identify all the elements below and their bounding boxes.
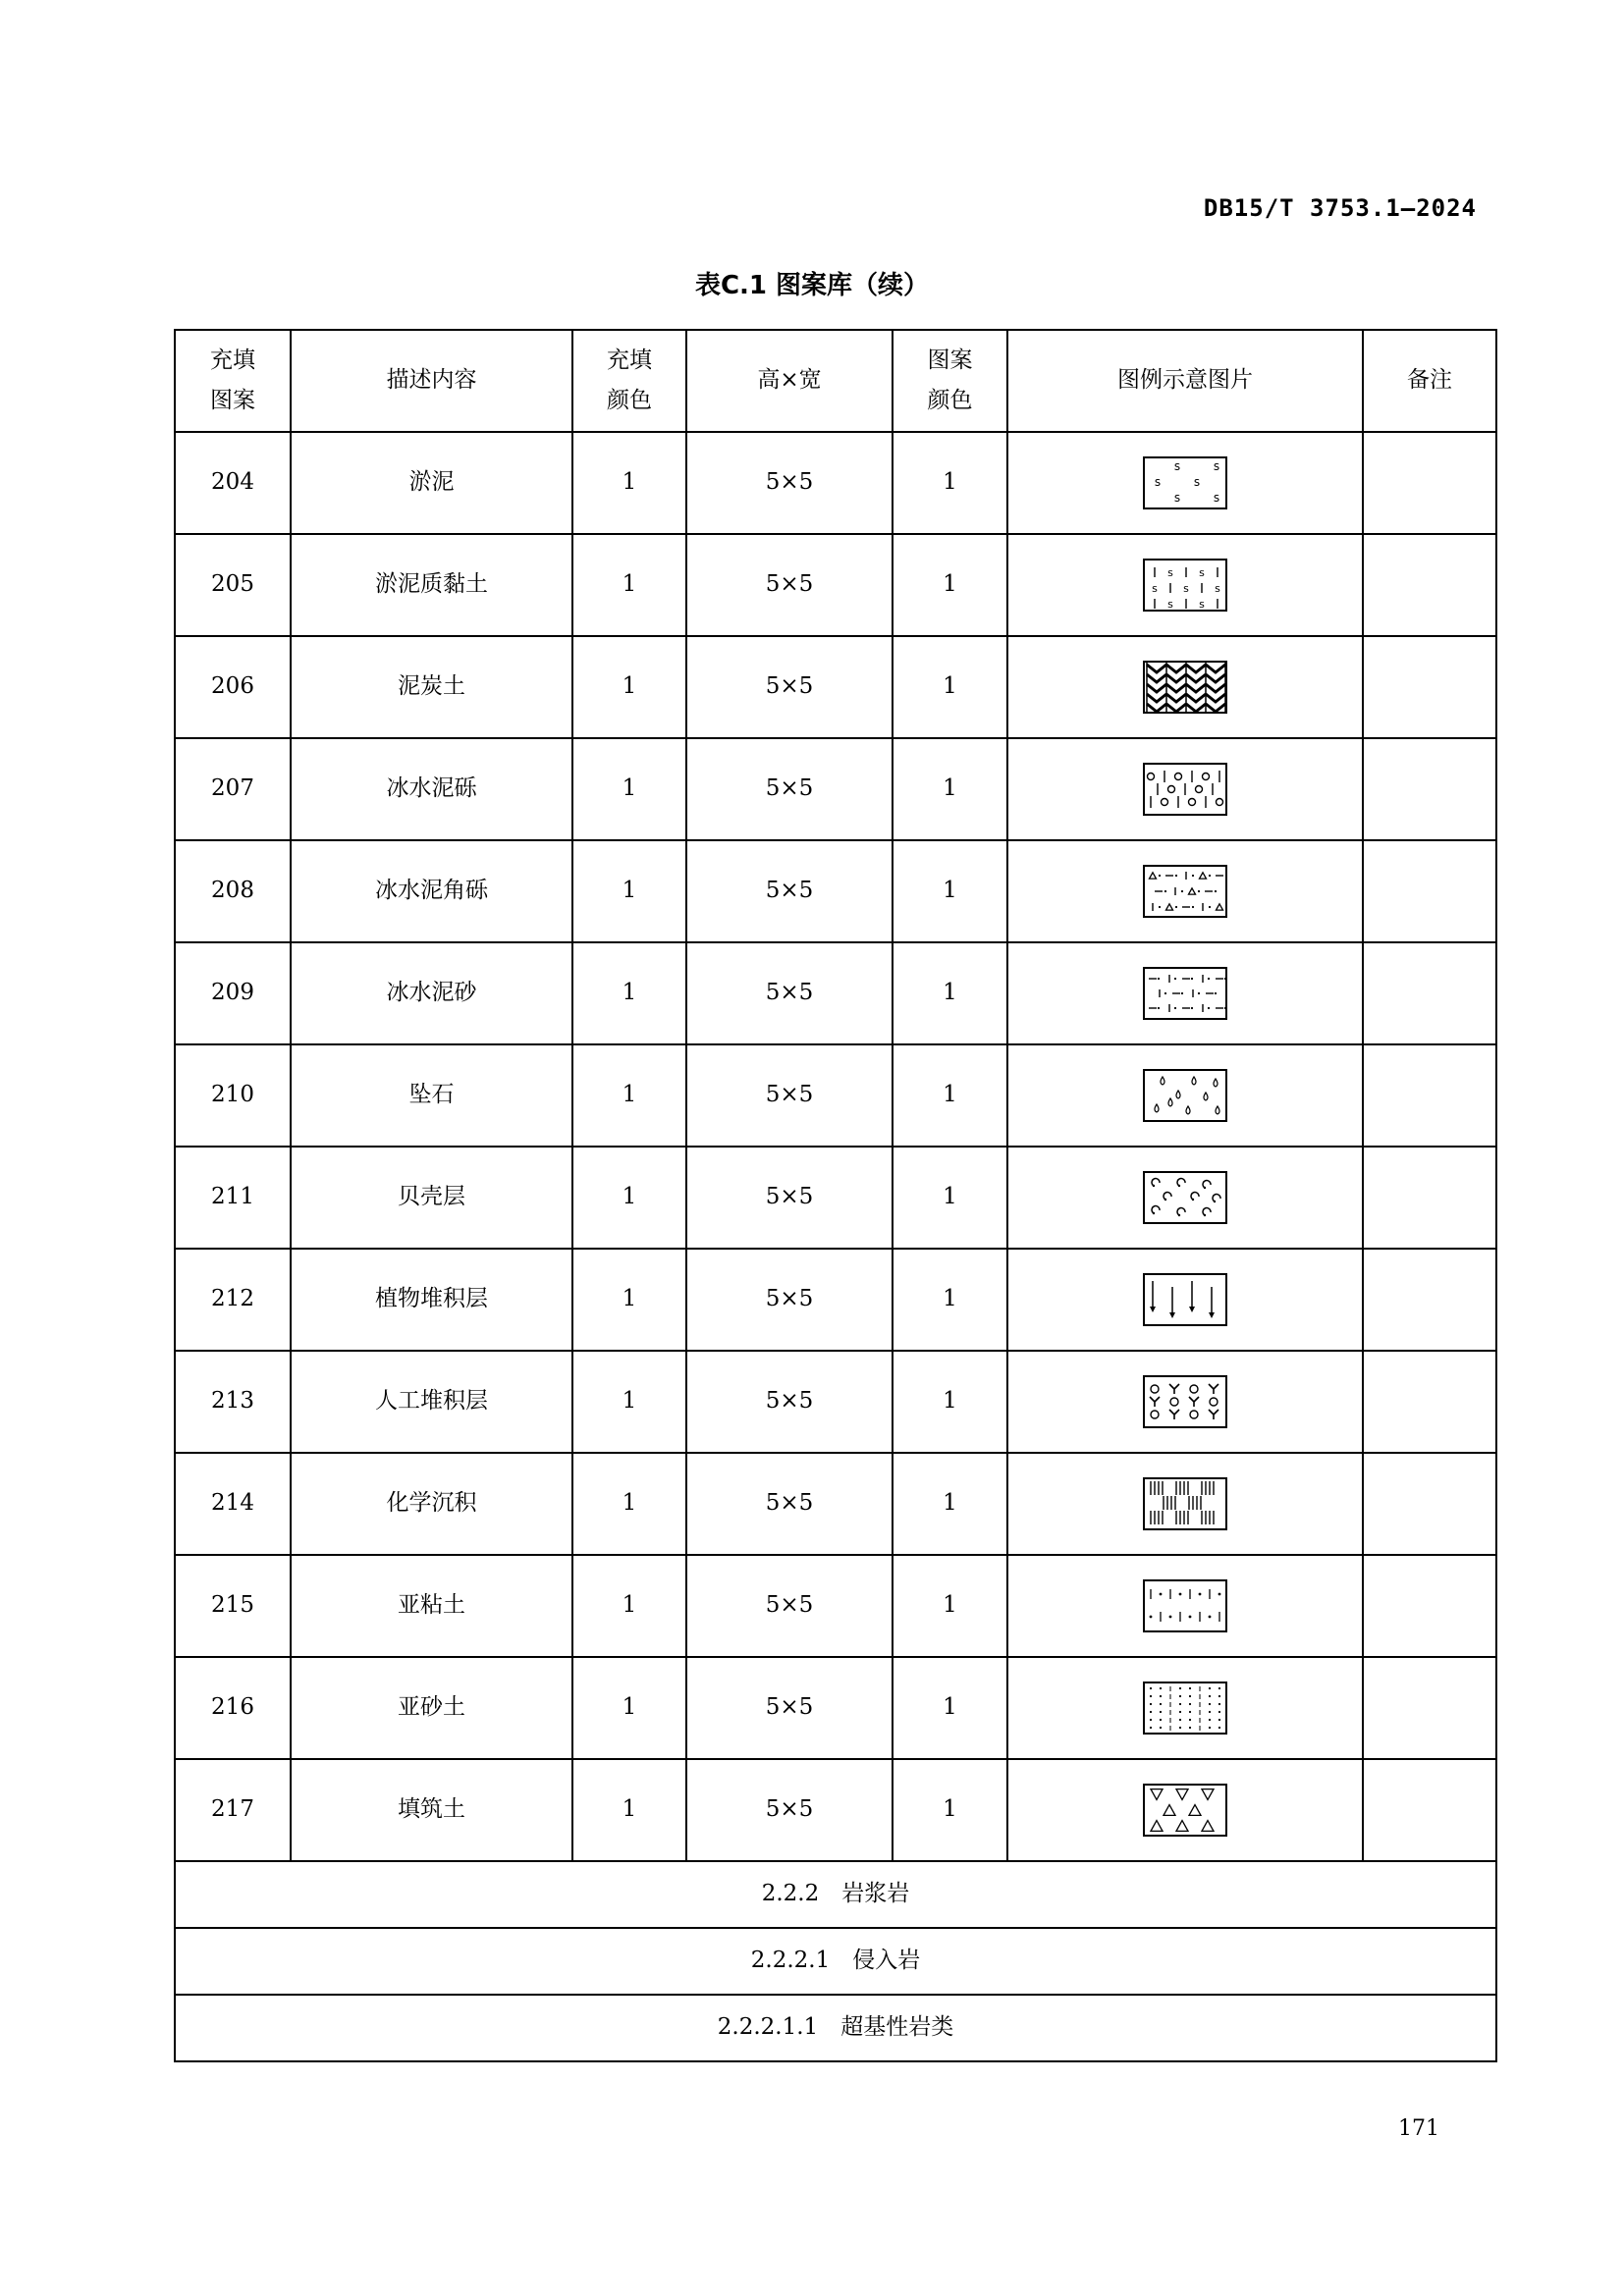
cell-description: 冰水泥角砾 xyxy=(291,840,572,942)
table-row xyxy=(175,1657,1496,1759)
cell-legend-image xyxy=(1007,1453,1363,1555)
cell-legend-image xyxy=(1007,1759,1363,1861)
pattern-library-table xyxy=(174,329,1497,2062)
cell-size: 5×5 xyxy=(686,1453,893,1555)
col-header-pattern-color: 图案 颜色 xyxy=(893,330,1007,432)
cell-pattern-color: 1 xyxy=(893,1249,1007,1351)
glacial-breccia-pattern-icon xyxy=(1143,865,1227,918)
cell-description: 淤泥 xyxy=(291,432,572,534)
table-row xyxy=(175,1555,1496,1657)
col-header-description: 描述内容 xyxy=(291,330,572,432)
cell-note xyxy=(1363,1453,1496,1555)
cell-fill-color: 1 xyxy=(572,942,686,1044)
cell-pattern-color: 1 xyxy=(893,1759,1007,1861)
col-header-note: 备注 xyxy=(1363,330,1496,432)
cell-size: 5×5 xyxy=(686,432,893,534)
table-row xyxy=(175,942,1496,1044)
col-header-size: 高×宽 xyxy=(686,330,893,432)
svg-text:s: s xyxy=(1213,491,1220,505)
cell-note xyxy=(1363,840,1496,942)
cell-size: 5×5 xyxy=(686,1249,893,1351)
cell-id: 208 xyxy=(175,840,291,942)
svg-text:s: s xyxy=(1167,566,1173,579)
svg-text:s: s xyxy=(1193,475,1201,489)
cell-size: 5×5 xyxy=(686,1759,893,1861)
sandy-loam-pattern-icon xyxy=(1143,1682,1227,1735)
svg-text:s: s xyxy=(1167,598,1173,611)
svg-text:s: s xyxy=(1199,566,1205,579)
silt-pattern-icon xyxy=(1143,456,1227,509)
cell-description: 泥炭土 xyxy=(291,636,572,738)
cell-note xyxy=(1363,1044,1496,1147)
cell-size: 5×5 xyxy=(686,942,893,1044)
cell-legend-image xyxy=(1007,738,1363,840)
col-header-legend-image: 图例示意图片 xyxy=(1007,330,1363,432)
cell-size: 5×5 xyxy=(686,738,893,840)
cell-id: 204 xyxy=(175,432,291,534)
glacial-sand-pattern-icon xyxy=(1143,967,1227,1020)
cell-fill-color: 1 xyxy=(572,1351,686,1453)
table-row xyxy=(175,534,1496,636)
silty-clay-pattern-icon xyxy=(1143,559,1227,612)
chemical-sediment-pattern-icon xyxy=(1143,1477,1227,1530)
cell-legend-image xyxy=(1007,1249,1363,1351)
cell-id: 211 xyxy=(175,1147,291,1249)
cell-description: 亚砂土 xyxy=(291,1657,572,1759)
cell-fill-color: 1 xyxy=(572,1147,686,1249)
cell-note xyxy=(1363,534,1496,636)
cell-id: 216 xyxy=(175,1657,291,1759)
cell-fill-color: 1 xyxy=(572,1249,686,1351)
cell-fill-color: 1 xyxy=(572,1044,686,1147)
cell-fill-color: 1 xyxy=(572,840,686,942)
cell-legend-image xyxy=(1007,1147,1363,1249)
cell-pattern-color: 1 xyxy=(893,636,1007,738)
cell-pattern-color: 1 xyxy=(893,738,1007,840)
cell-description: 填筑土 xyxy=(291,1759,572,1861)
cell-fill-color: 1 xyxy=(572,1453,686,1555)
peat-soil-pattern-icon xyxy=(1143,661,1227,714)
table-header-row xyxy=(175,330,1496,432)
cell-legend-image xyxy=(1007,1044,1363,1147)
cell-id: 205 xyxy=(175,534,291,636)
table-row xyxy=(175,1759,1496,1861)
page-number: 171 xyxy=(1398,2116,1439,2141)
cell-legend-image xyxy=(1007,432,1363,534)
cell-note xyxy=(1363,1555,1496,1657)
cell-note xyxy=(1363,1657,1496,1759)
cell-size: 5×5 xyxy=(686,1044,893,1147)
table-row xyxy=(175,636,1496,738)
cell-size: 5×5 xyxy=(686,840,893,942)
table-row xyxy=(175,1249,1496,1351)
cell-fill-color: 1 xyxy=(572,1657,686,1759)
cell-pattern-color: 1 xyxy=(893,1351,1007,1453)
svg-text:s: s xyxy=(1213,459,1220,473)
cell-description: 贝壳层 xyxy=(291,1147,572,1249)
cell-fill-color: 1 xyxy=(572,738,686,840)
cell-fill-color: 1 xyxy=(572,1759,686,1861)
cell-legend-image xyxy=(1007,534,1363,636)
cell-pattern-color: 1 xyxy=(893,1657,1007,1759)
cell-fill-color: 1 xyxy=(572,636,686,738)
cell-note xyxy=(1363,1351,1496,1453)
table-title: 表C.1 图案库（续） xyxy=(694,271,930,300)
cell-id: 215 xyxy=(175,1555,291,1657)
cell-pattern-color: 1 xyxy=(893,1044,1007,1147)
section-row xyxy=(175,1995,1496,2061)
cell-pattern-color: 1 xyxy=(893,534,1007,636)
cell-note xyxy=(1363,1147,1496,1249)
svg-text:s: s xyxy=(1215,582,1220,595)
cell-note xyxy=(1363,942,1496,1044)
cell-legend-image xyxy=(1007,1351,1363,1453)
cell-pattern-color: 1 xyxy=(893,942,1007,1044)
glacial-gravel-pattern-icon xyxy=(1143,763,1227,816)
cell-id: 212 xyxy=(175,1249,291,1351)
cell-legend-image xyxy=(1007,942,1363,1044)
cell-fill-color: 1 xyxy=(572,432,686,534)
cell-description: 淤泥质黏土 xyxy=(291,534,572,636)
section-heading: 2.2.2.1.1 超基性岩类 xyxy=(175,1995,1496,2061)
svg-text:s: s xyxy=(1173,459,1181,473)
cell-description: 坠石 xyxy=(291,1044,572,1147)
cell-pattern-color: 1 xyxy=(893,1555,1007,1657)
cell-note xyxy=(1363,1759,1496,1861)
section-row xyxy=(175,1928,1496,1995)
cell-pattern-color: 1 xyxy=(893,1147,1007,1249)
cell-legend-image xyxy=(1007,636,1363,738)
cell-size: 5×5 xyxy=(686,636,893,738)
section-heading: 2.2.2.1 侵入岩 xyxy=(175,1928,1496,1995)
document-code: DB15/T 3753.1—2024 xyxy=(1203,194,1477,222)
cell-size: 5×5 xyxy=(686,534,893,636)
cell-pattern-color: 1 xyxy=(893,1453,1007,1555)
cell-description: 人工堆积层 xyxy=(291,1351,572,1453)
cell-id: 213 xyxy=(175,1351,291,1453)
table-row xyxy=(175,1044,1496,1147)
cell-id: 209 xyxy=(175,942,291,1044)
cell-id: 217 xyxy=(175,1759,291,1861)
cell-note xyxy=(1363,1249,1496,1351)
cell-note xyxy=(1363,738,1496,840)
cell-size: 5×5 xyxy=(686,1657,893,1759)
section-row xyxy=(175,1861,1496,1928)
cell-size: 5×5 xyxy=(686,1555,893,1657)
cell-pattern-color: 1 xyxy=(893,432,1007,534)
cell-description: 冰水泥砾 xyxy=(291,738,572,840)
cell-size: 5×5 xyxy=(686,1351,893,1453)
cell-size: 5×5 xyxy=(686,1147,893,1249)
svg-text:s: s xyxy=(1199,598,1205,611)
table-row xyxy=(175,1351,1496,1453)
svg-text:s: s xyxy=(1173,491,1181,505)
section-heading: 2.2.2 岩浆岩 xyxy=(175,1861,1496,1928)
svg-text:s: s xyxy=(1152,582,1158,595)
fill-soil-pattern-icon xyxy=(1143,1784,1227,1837)
cell-fill-color: 1 xyxy=(572,1555,686,1657)
table-row xyxy=(175,432,1496,534)
col-header-fill-pattern: 充填 图案 xyxy=(175,330,291,432)
artificial-deposit-pattern-icon xyxy=(1143,1375,1227,1428)
sub-clay-pattern-icon xyxy=(1143,1579,1227,1632)
table-row xyxy=(175,1453,1496,1555)
cell-note xyxy=(1363,432,1496,534)
table-row xyxy=(175,840,1496,942)
cell-id: 210 xyxy=(175,1044,291,1147)
cell-description: 植物堆积层 xyxy=(291,1249,572,1351)
cell-note xyxy=(1363,636,1496,738)
dropstone-pattern-icon xyxy=(1143,1069,1227,1122)
shell-layer-pattern-icon xyxy=(1143,1171,1227,1224)
cell-description: 亚粘土 xyxy=(291,1555,572,1657)
table-row xyxy=(175,1147,1496,1249)
cell-legend-image xyxy=(1007,1555,1363,1657)
cell-id: 206 xyxy=(175,636,291,738)
cell-description: 化学沉积 xyxy=(291,1453,572,1555)
plant-deposit-pattern-icon xyxy=(1143,1273,1227,1326)
cell-fill-color: 1 xyxy=(572,534,686,636)
cell-description: 冰水泥砂 xyxy=(291,942,572,1044)
cell-legend-image xyxy=(1007,840,1363,942)
svg-text:s: s xyxy=(1154,475,1162,489)
cell-id: 207 xyxy=(175,738,291,840)
cell-id: 214 xyxy=(175,1453,291,1555)
svg-text:s: s xyxy=(1183,582,1189,595)
cell-legend-image xyxy=(1007,1657,1363,1759)
col-header-fill-color: 充填 颜色 xyxy=(572,330,686,432)
table-row xyxy=(175,738,1496,840)
cell-pattern-color: 1 xyxy=(893,840,1007,942)
